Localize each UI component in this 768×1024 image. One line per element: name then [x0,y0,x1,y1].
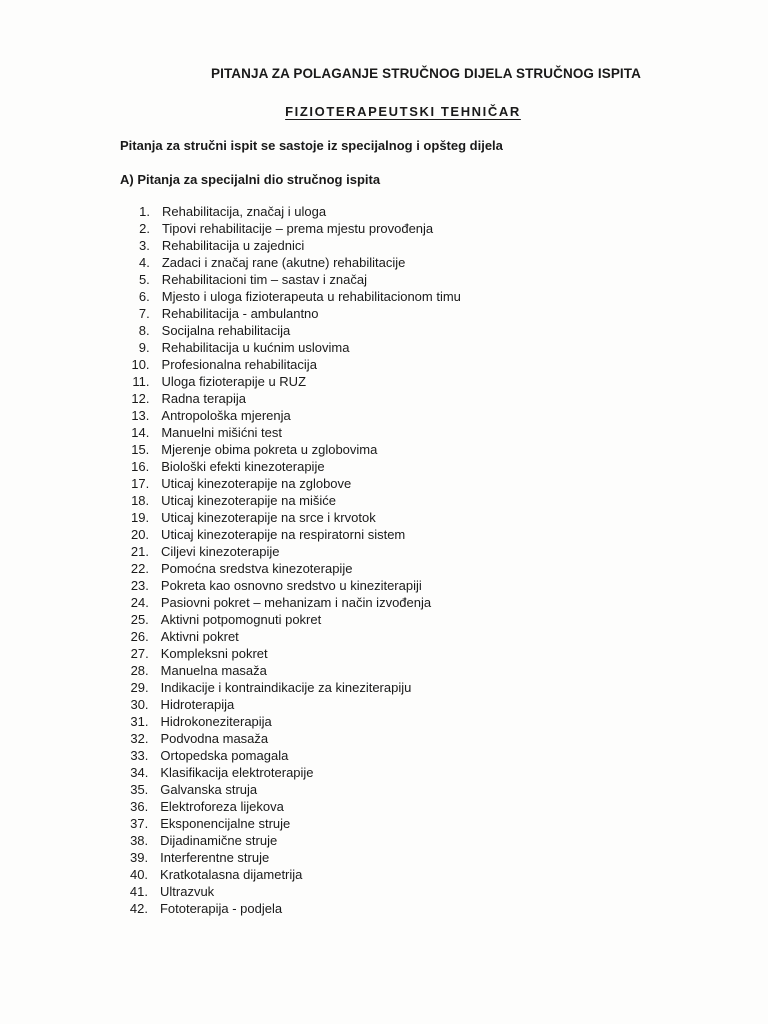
list-item-number: 9. [138,340,150,355]
list-item-text: Indikacije i kontraindikacije za kineziterapiju [160,680,412,695]
list-item [120,747,459,764]
list-item [120,764,459,781]
list-item-number: 8. [138,323,150,338]
subtitle-text: FIZIOTERAPEUTSKI TEHNIČAR [285,104,521,119]
list-item-text: Pasiovni pokret – mehanizam i način izvođenja [160,595,432,610]
list-item-text: Eksponencijalne struje [160,816,291,831]
list-item [121,543,460,560]
list-item-text: Elektroforeza lijekova [160,799,284,814]
list-item-number: 25. [130,612,149,627]
list-item-text: Hidroterapija [160,697,235,712]
list-item-text: Rehabilitacija u kućnim uslovima [161,340,350,355]
list-item [120,832,459,849]
list-item-number: 26. [130,629,149,644]
list-item [121,560,460,577]
list-item [120,849,459,866]
list-item-text: Uticaj kinezoterapije na mišiće [161,493,337,508]
list-item-number: 27. [130,646,149,661]
list-item-number: 30. [130,697,149,712]
list-item [121,662,460,679]
list-item [121,390,460,407]
list-item-text: Pomoćna sredstva kinezoterapije [160,561,353,576]
list-item-text: Radna terapija [161,391,247,406]
list-item-number: 24. [130,595,149,610]
list-item-number: 38. [130,833,149,848]
list-item-number: 35. [130,782,149,797]
list-item-number: 5. [138,272,150,287]
list-item [121,594,460,611]
list-item-text: Zadaci i značaj rane (akutne) rehabilitacije [161,255,406,270]
list-item-number: 13. [131,408,150,423]
list-item [122,305,461,322]
list-item [121,492,460,509]
list-item-number: 28. [130,663,149,678]
list-item-text: Rehabilitacija, značaj i uloga [162,204,327,219]
list-item [122,203,461,220]
list-item-text: Profesionalna rehabilitacija [161,357,317,372]
list-item [120,798,459,815]
document-title: PITANJA ZA POLAGANJE STRUČNOG DIJELA STRUČNOG ISPITA [211,66,641,81]
list-item-text: Rehabilitacija u zajednici [161,238,305,253]
list-item-text: Kompleksni pokret [160,646,268,661]
intro-text: Pitanja za stručni ispit se sastoje iz specijalnog i opšteg dijela [120,138,503,153]
list-item-number: 42. [129,901,148,916]
list-item [122,220,461,237]
list-item [122,339,461,356]
list-item [122,254,461,271]
list-item [120,730,459,747]
list-item [122,373,461,390]
list-item-text: Ortopedska pomagala [160,748,289,763]
list-item-number: 4. [139,255,150,270]
list-item [122,322,461,339]
list-item-text: Klasifikacija elektroterapije [160,765,314,780]
list-item-number: 40. [129,867,149,882]
list-item-text: Ciljevi kinezoterapije [161,544,280,559]
list-item-number: 33. [130,748,149,763]
list-item-number: 16. [131,459,150,474]
document-subtitle [0,104,768,119]
list-item-number: 19. [131,510,150,525]
list-item [120,781,459,798]
list-item-text: Uticaj kinezoterapije na respiratorni sistem [161,527,406,542]
list-item-number: 39. [130,850,149,865]
list-item [120,900,459,917]
list-item [121,611,460,628]
question-list [122,203,461,917]
list-item-number: 2. [139,221,150,236]
list-item-text: Biološki efekti kinezoterapije [161,459,325,474]
list-item-text: Galvanska struja [160,782,258,797]
list-item [122,271,461,288]
list-item-number: 3. [139,238,150,253]
list-item-number: 21. [130,544,149,559]
list-item [121,424,460,441]
list-item-number: 41. [129,884,148,899]
list-item-number: 23. [130,578,149,593]
list-item [121,441,460,458]
list-item-number: 15. [131,442,150,457]
list-item-text: Mjesto i uloga fizioterapeuta u rehabilitacionom timu [161,289,461,304]
list-item-text: Interferentne struje [160,850,270,865]
list-item-text: Kratkotalasna dijametrija [160,867,303,882]
list-item-text: Dijadinamične struje [160,833,278,848]
list-item-text: Socijalna rehabilitacija [161,323,291,338]
list-item-number: 6. [138,289,150,304]
list-item-text: Aktivni potpomognuti pokret [160,612,322,627]
list-item-number: 37. [130,816,149,831]
list-item-text: Pokreta kao osnovno sredstvo u kineziterapiji [160,578,422,593]
list-item-text: Tipovi rehabilitacije – prema mjestu provođenja [161,221,434,236]
list-item [121,713,460,730]
list-item-text: Aktivni pokret [160,629,239,644]
section-heading: A) Pitanja za specijalni dio stručnog ispita [120,172,381,187]
list-item [122,288,461,305]
list-item-text: Manuelna masaža [160,663,267,678]
list-item [120,815,459,832]
list-item-text: Rehabilitacija - ambulantno [161,306,319,321]
list-item-number: 34. [130,765,149,780]
list-item [121,696,460,713]
list-item [121,407,460,424]
list-item-number: 22. [130,561,149,576]
list-item [121,679,460,696]
list-item [121,509,460,526]
list-item-text: Uticaj kinezoterapije na zglobove [161,476,352,491]
list-item [120,883,459,900]
list-item-text: Manuelni mišićni test [161,425,283,440]
list-item-text: Podvodna masaža [160,731,269,746]
list-item-number: 31. [130,714,149,729]
list-item-text: Antropološka mjerenja [161,408,291,423]
list-item-number: 20. [130,527,150,542]
list-item [121,628,460,645]
list-item-text: Uloga fizioterapije u RUZ [161,374,307,389]
list-item [121,526,460,543]
list-item [121,645,460,662]
list-item-number: 7. [138,306,150,321]
list-item-text: Ultrazvuk [160,884,215,899]
list-item-number: 36. [130,799,149,814]
list-item [120,866,459,883]
list-item-text: Mjerenje obima pokreta u zglobovima [161,442,378,457]
list-item-number: 17. [131,476,150,491]
list-item-text: Fototerapija - podjela [159,901,283,916]
list-item [122,237,461,254]
list-item [122,356,461,373]
list-item-number: 18. [131,493,150,508]
list-item [121,475,460,492]
list-item [121,577,460,594]
list-item-text: Hidrokoneziterapija [160,714,272,729]
list-item-number: 10. [131,357,150,372]
list-item [121,458,460,475]
list-item-number: 11. [132,374,150,389]
list-item-number: 12. [131,391,150,406]
list-item-text: Rehabilitacioni tim – sastav i značaj [161,272,368,287]
list-item-number: 1. [139,204,150,219]
list-item-number: 32. [130,731,149,746]
list-item-number: 29. [130,680,149,695]
list-item-text: Uticaj kinezoterapije na srce i krvotok [161,510,376,525]
list-item-number: 14. [131,425,150,440]
